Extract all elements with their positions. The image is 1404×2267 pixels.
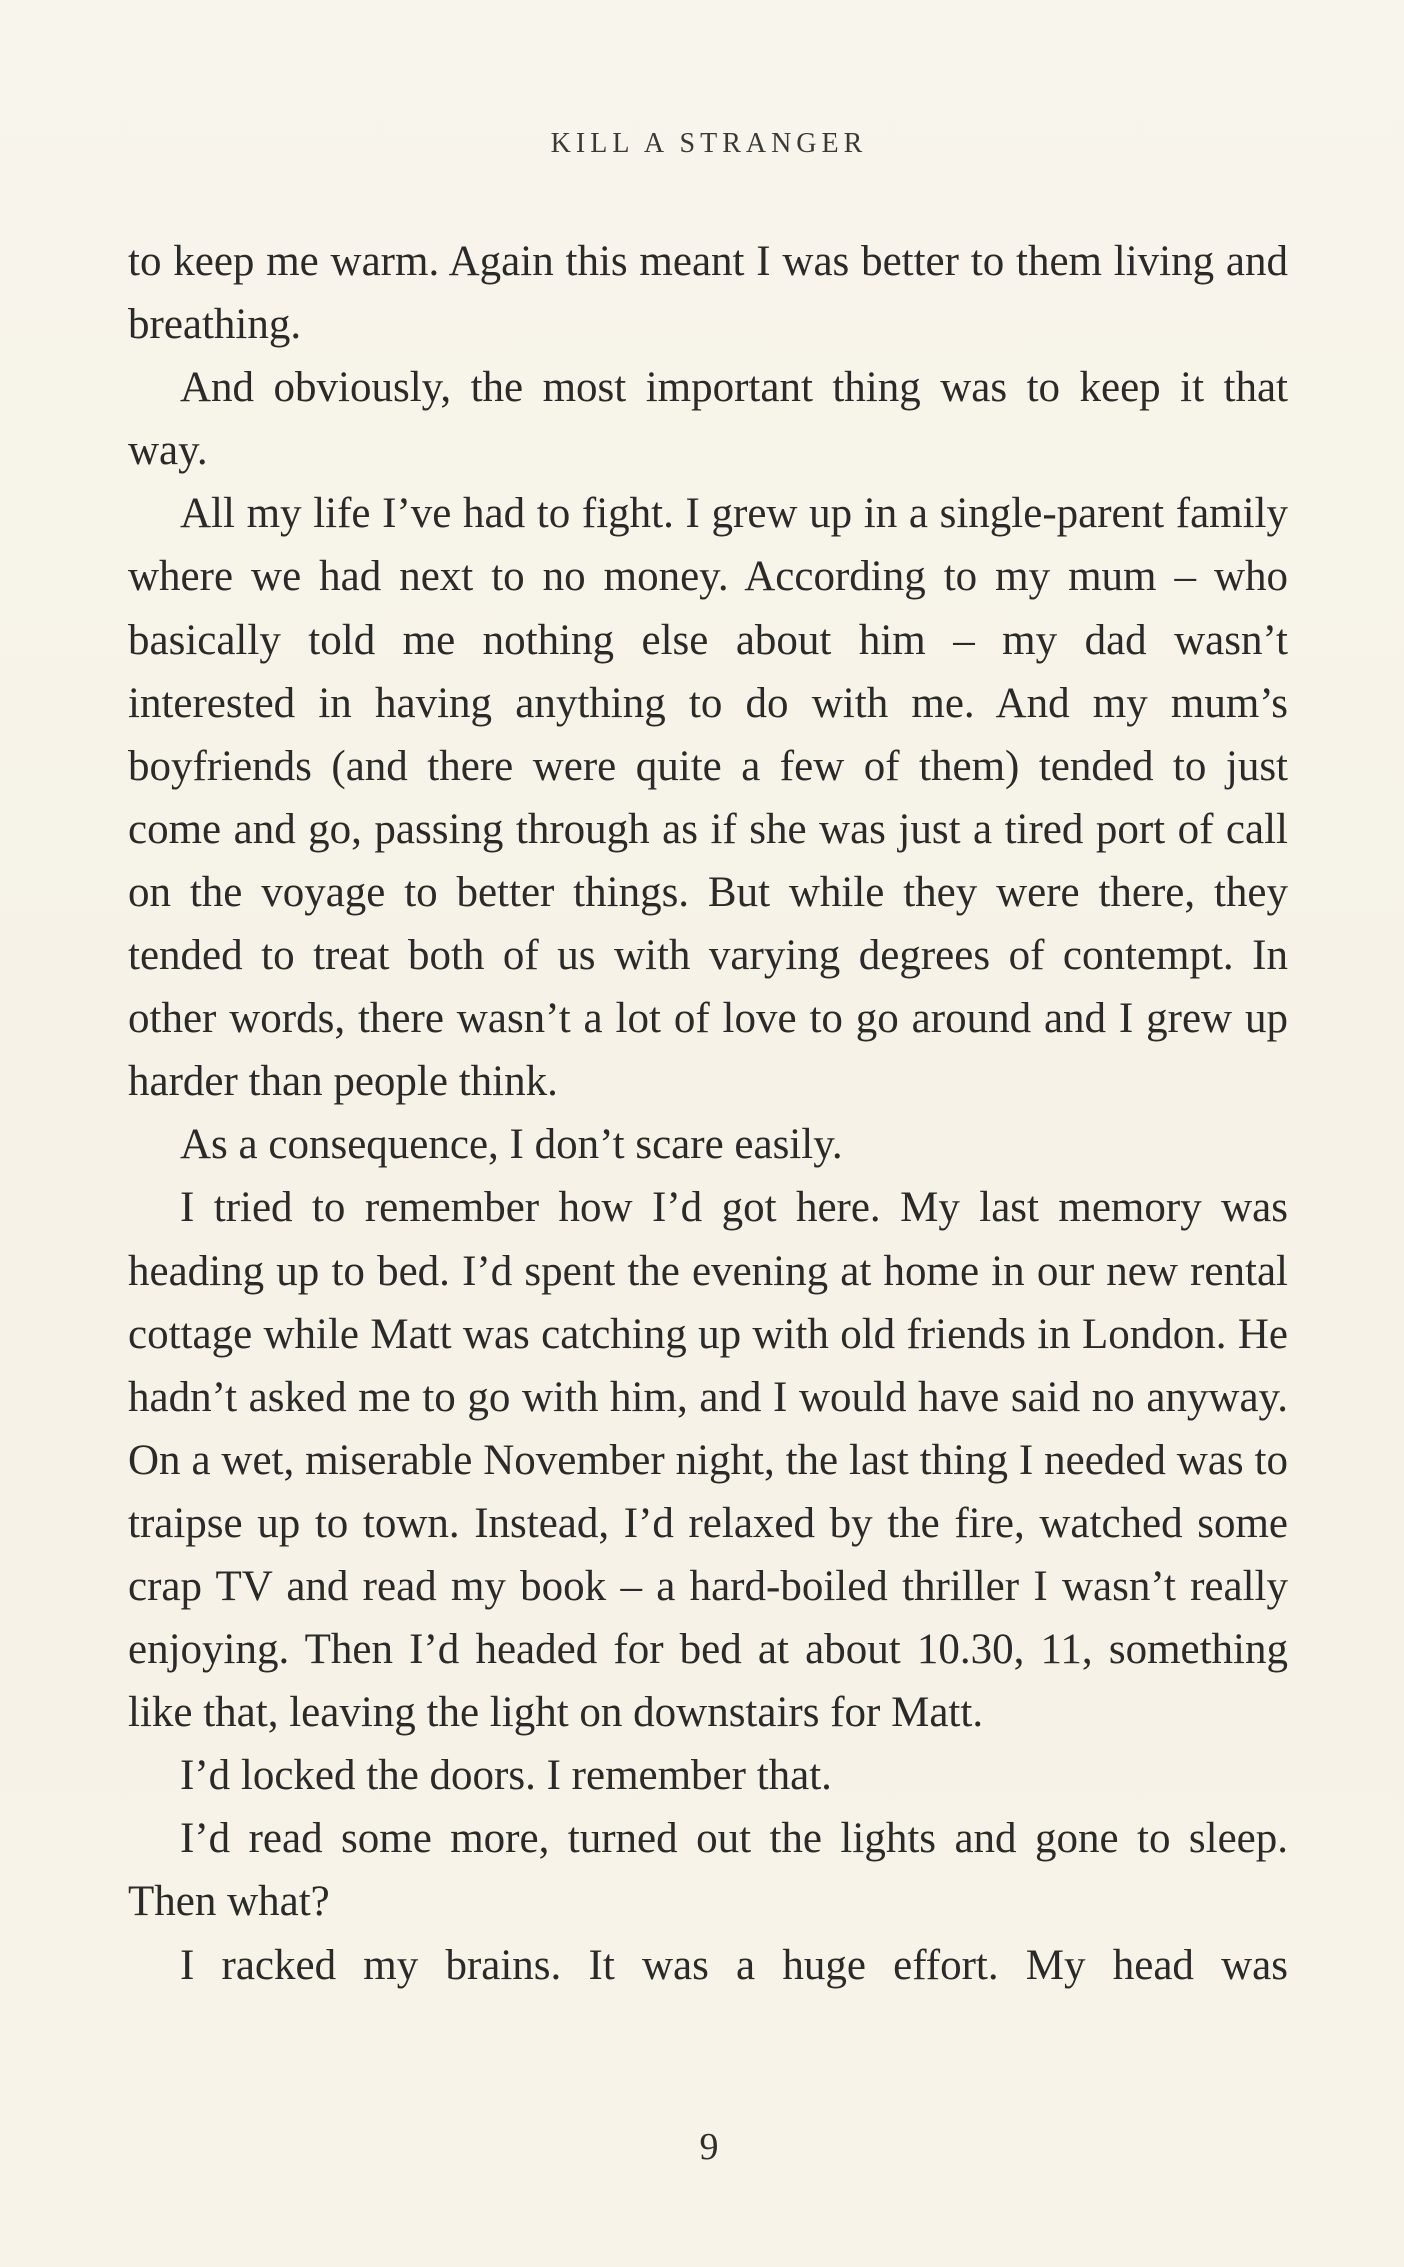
page-number: 9 xyxy=(699,2126,719,2168)
body-text xyxy=(128,230,1288,1997)
paragraph: I’d locked the doors. I remember that. xyxy=(180,1752,832,1800)
paragraph-last: I racked my brains. It was a huge effort. My head was xyxy=(180,1941,1288,1989)
paragraph: As a consequence, I don’t scare easily. xyxy=(180,1121,843,1169)
paragraph: to keep me warm. Again this meant I was better to them living and breathing. xyxy=(128,238,1288,349)
paragraph: And obviously, the most important thing was to keep it that way. xyxy=(128,364,1288,475)
running-head: KILL A STRANGER xyxy=(550,128,868,159)
paragraph: I’d read some more, turned out the lights and gone to sleep. Then what? xyxy=(128,1815,1288,1926)
paragraph: I tried to remember how I’d got here. My last memory was heading up to bed. I’d spent the evening at home in our new rental cottage while Matt was catching up with old friends in London. He hadn’t asked me to go with him, and I would have said no anyway. On a wet, miserable November night, the last thing I needed was to traipse up to town. Instead, I’d relaxed by the fire, watched some crap TV and read my book – a hard-boiled thriller I wasn’t really enjoying. Then I’d headed for bed at about 10.30, 11, something like that, leaving the light on downstairs for Matt. xyxy=(128,1184,1288,1737)
paragraph: All my life I’ve had to fight. I grew up in a single-parent family where we had next to no money. According to my mum – who basically told me nothing else about him – my dad wasn’t interested in having anything to do with me. And my mum’s boyfriends (and there were quite a few of them) tended to just come and go, passing through as if she was just a tired port of call on the voyage to better things. But while they were there, they tended to treat both of us with varying degrees of contempt. In other words, there wasn’t a lot of love to go around and I grew up harder than people think. xyxy=(128,490,1288,1106)
